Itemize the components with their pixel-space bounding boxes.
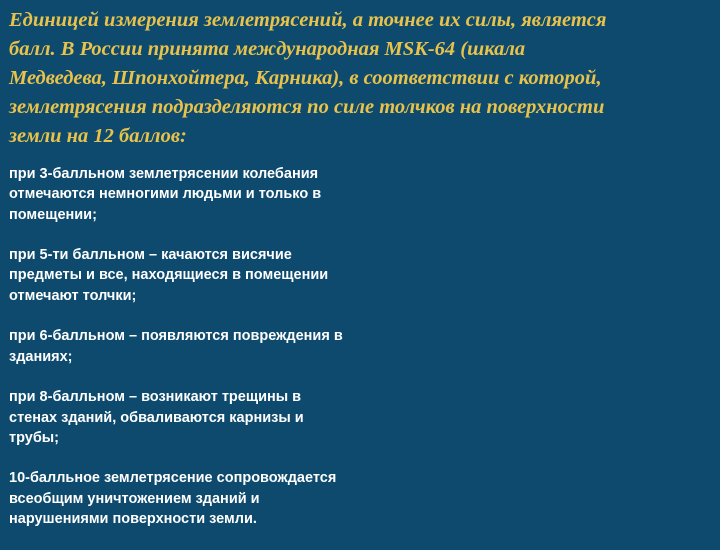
paragraph-line: при 8-балльном – возникают трещины в [9, 389, 302, 406]
paragraph-line: нарушениями поверхности земли. [9, 511, 257, 528]
paragraph-line: при 5-ти балльном – качаются висячие [9, 247, 292, 264]
paragraph-line: 10-балльное землетрясение сопровождается [9, 470, 337, 487]
magnitude-8-paragraph [9, 387, 449, 448]
paragraph-line: помещении; [9, 206, 97, 223]
paragraph-line: трубы; [9, 429, 59, 446]
heading-line: землетрясения подразделяются по силе толчков на поверхности [9, 96, 605, 118]
paragraph-line: всеобщим уничтожением зданий и [9, 490, 260, 507]
paragraph-line: отмечают толчки; [9, 287, 137, 304]
paragraph-line: при 6-балльном – появляются повреждения в [9, 328, 343, 345]
paragraph-line: предметы и все, находящиеся в помещении [9, 267, 329, 284]
magnitude-10-paragraph [9, 468, 449, 529]
magnitude-5-paragraph [9, 245, 449, 306]
magnitude-3-paragraph [9, 164, 449, 225]
heading-line: балл. В России принята международная MSK-64 (шкала [9, 38, 526, 60]
magnitude-6-paragraph [9, 326, 449, 367]
slide-heading [9, 6, 711, 151]
heading-line: Единицей измерения землетрясений, а точнее их силы, является [9, 9, 607, 31]
paragraph-line: зданиях; [9, 348, 73, 365]
paragraph-line: стенах зданий, обваливаются карнизы и [9, 409, 304, 426]
paragraph-line: при 3-балльном землетрясении колебания [9, 166, 319, 182]
magnitude-list [9, 164, 449, 550]
paragraph-line: отмечаются немногими людьми и только в [9, 186, 322, 203]
heading-line: земли на 12 баллов: [9, 125, 187, 147]
heading-line: Медведева, Шпонхойтера, Карника), в соответствии с которой, [9, 67, 602, 89]
